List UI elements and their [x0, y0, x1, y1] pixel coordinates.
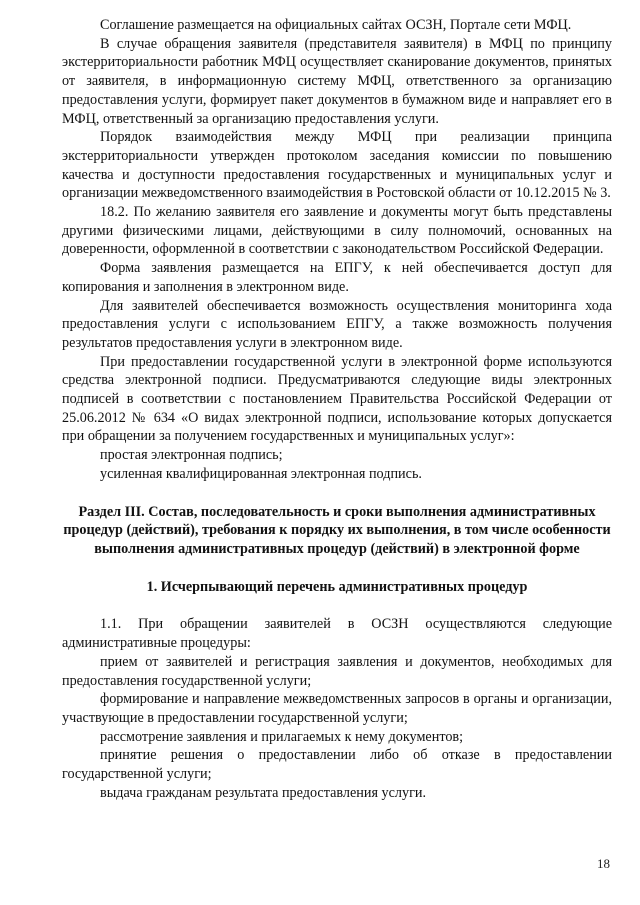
paragraph: Для заявителей обеспечивается возможность осуществления мониторинга хода предоставления услуги с использованием ЕПГУ, а также возможность получения результатов предоставления услуги в электронном виде.: [62, 297, 612, 351]
list-item: принятие решения о предоставлении либо об отказе в предоставлении государственной услуги;: [62, 747, 612, 783]
paragraph: Порядок взаимодействия между МФЦ при реализации принципа экстерриториальности утвержден протоколом заседания комиссии по повышению качества и доступности предоставления государственных и муниципальных услуг и организации межведомственного взаимодействия в Ростовской области от 10.12.2015 № 3.: [62, 129, 612, 202]
list-item: выдача гражданам результата предоставления услуги.: [100, 784, 427, 801]
page-number: 18: [597, 856, 610, 871]
document-page: [62, 16, 612, 802]
paragraph: В случае обращения заявителя (представителя заявителя) в МФЦ по принципу экстерриториальности работник МФЦ осуществляет сканирование документов, принятых от заявителя, в информационную систему МФЦ, ответственного за организацию предоставления услуги, формирует пакет документов в бумажном виде и направляет его в МФЦ, ответственный за организацию предоставления услуги.: [62, 35, 612, 127]
list-item: простая электронная подпись;: [100, 447, 283, 464]
subsection-heading: 1. Исчерпывающий перечень административных процедур: [146, 578, 528, 595]
list-item: формирование и направление межведомственных запросов в органы и организации, участвующие в предоставлении государственной услуги;: [62, 691, 612, 726]
list-item: рассмотрение заявления и прилагаемых к нему документов;: [100, 728, 464, 745]
paragraph: 1.1. При обращении заявителей в ОСЗН осуществляются следующие административные процедуры:: [62, 616, 612, 652]
section-heading: Раздел III. Состав, последовательность и сроки выполнения административных процедур (действий), требования к порядку их выполнения, в том числе особенности выполнения административных процедур (действий) в электронной форме: [63, 503, 611, 557]
paragraph: При предоставлении государственной услуги в электронной форме используются средства электронной подписи. Предусматриваются следующие виды электронных подписей в соответствии с постановлением Правительства Российской Федерации от 25.06.2012 № 634 «О видах электронной подписи, использование которых допускается при обращении за получением государственных и муниципальных услуг»:: [62, 353, 612, 445]
paragraph: Соглашение размещается на официальных сайтах ОСЗН, Портале сети МФЦ.: [100, 17, 572, 33]
list-item: усиленная квалифицированная электронная подпись.: [100, 465, 422, 482]
paragraph: 18.2. По желанию заявителя его заявление и документы могут быть представлены другими физическими лицами, действующими в силу полномочий, основанных на доверенности, оформленной в соответствии с законодательством Российской Федерации.: [62, 204, 612, 258]
paragraph: Форма заявления размещается на ЕПГУ, к ней обеспечивается доступ для копирования и заполнения в электронном виде.: [62, 260, 612, 295]
list-item: прием от заявителей и регистрация заявления и документов, необходимых для предоставления государственной услуги;: [62, 653, 612, 689]
